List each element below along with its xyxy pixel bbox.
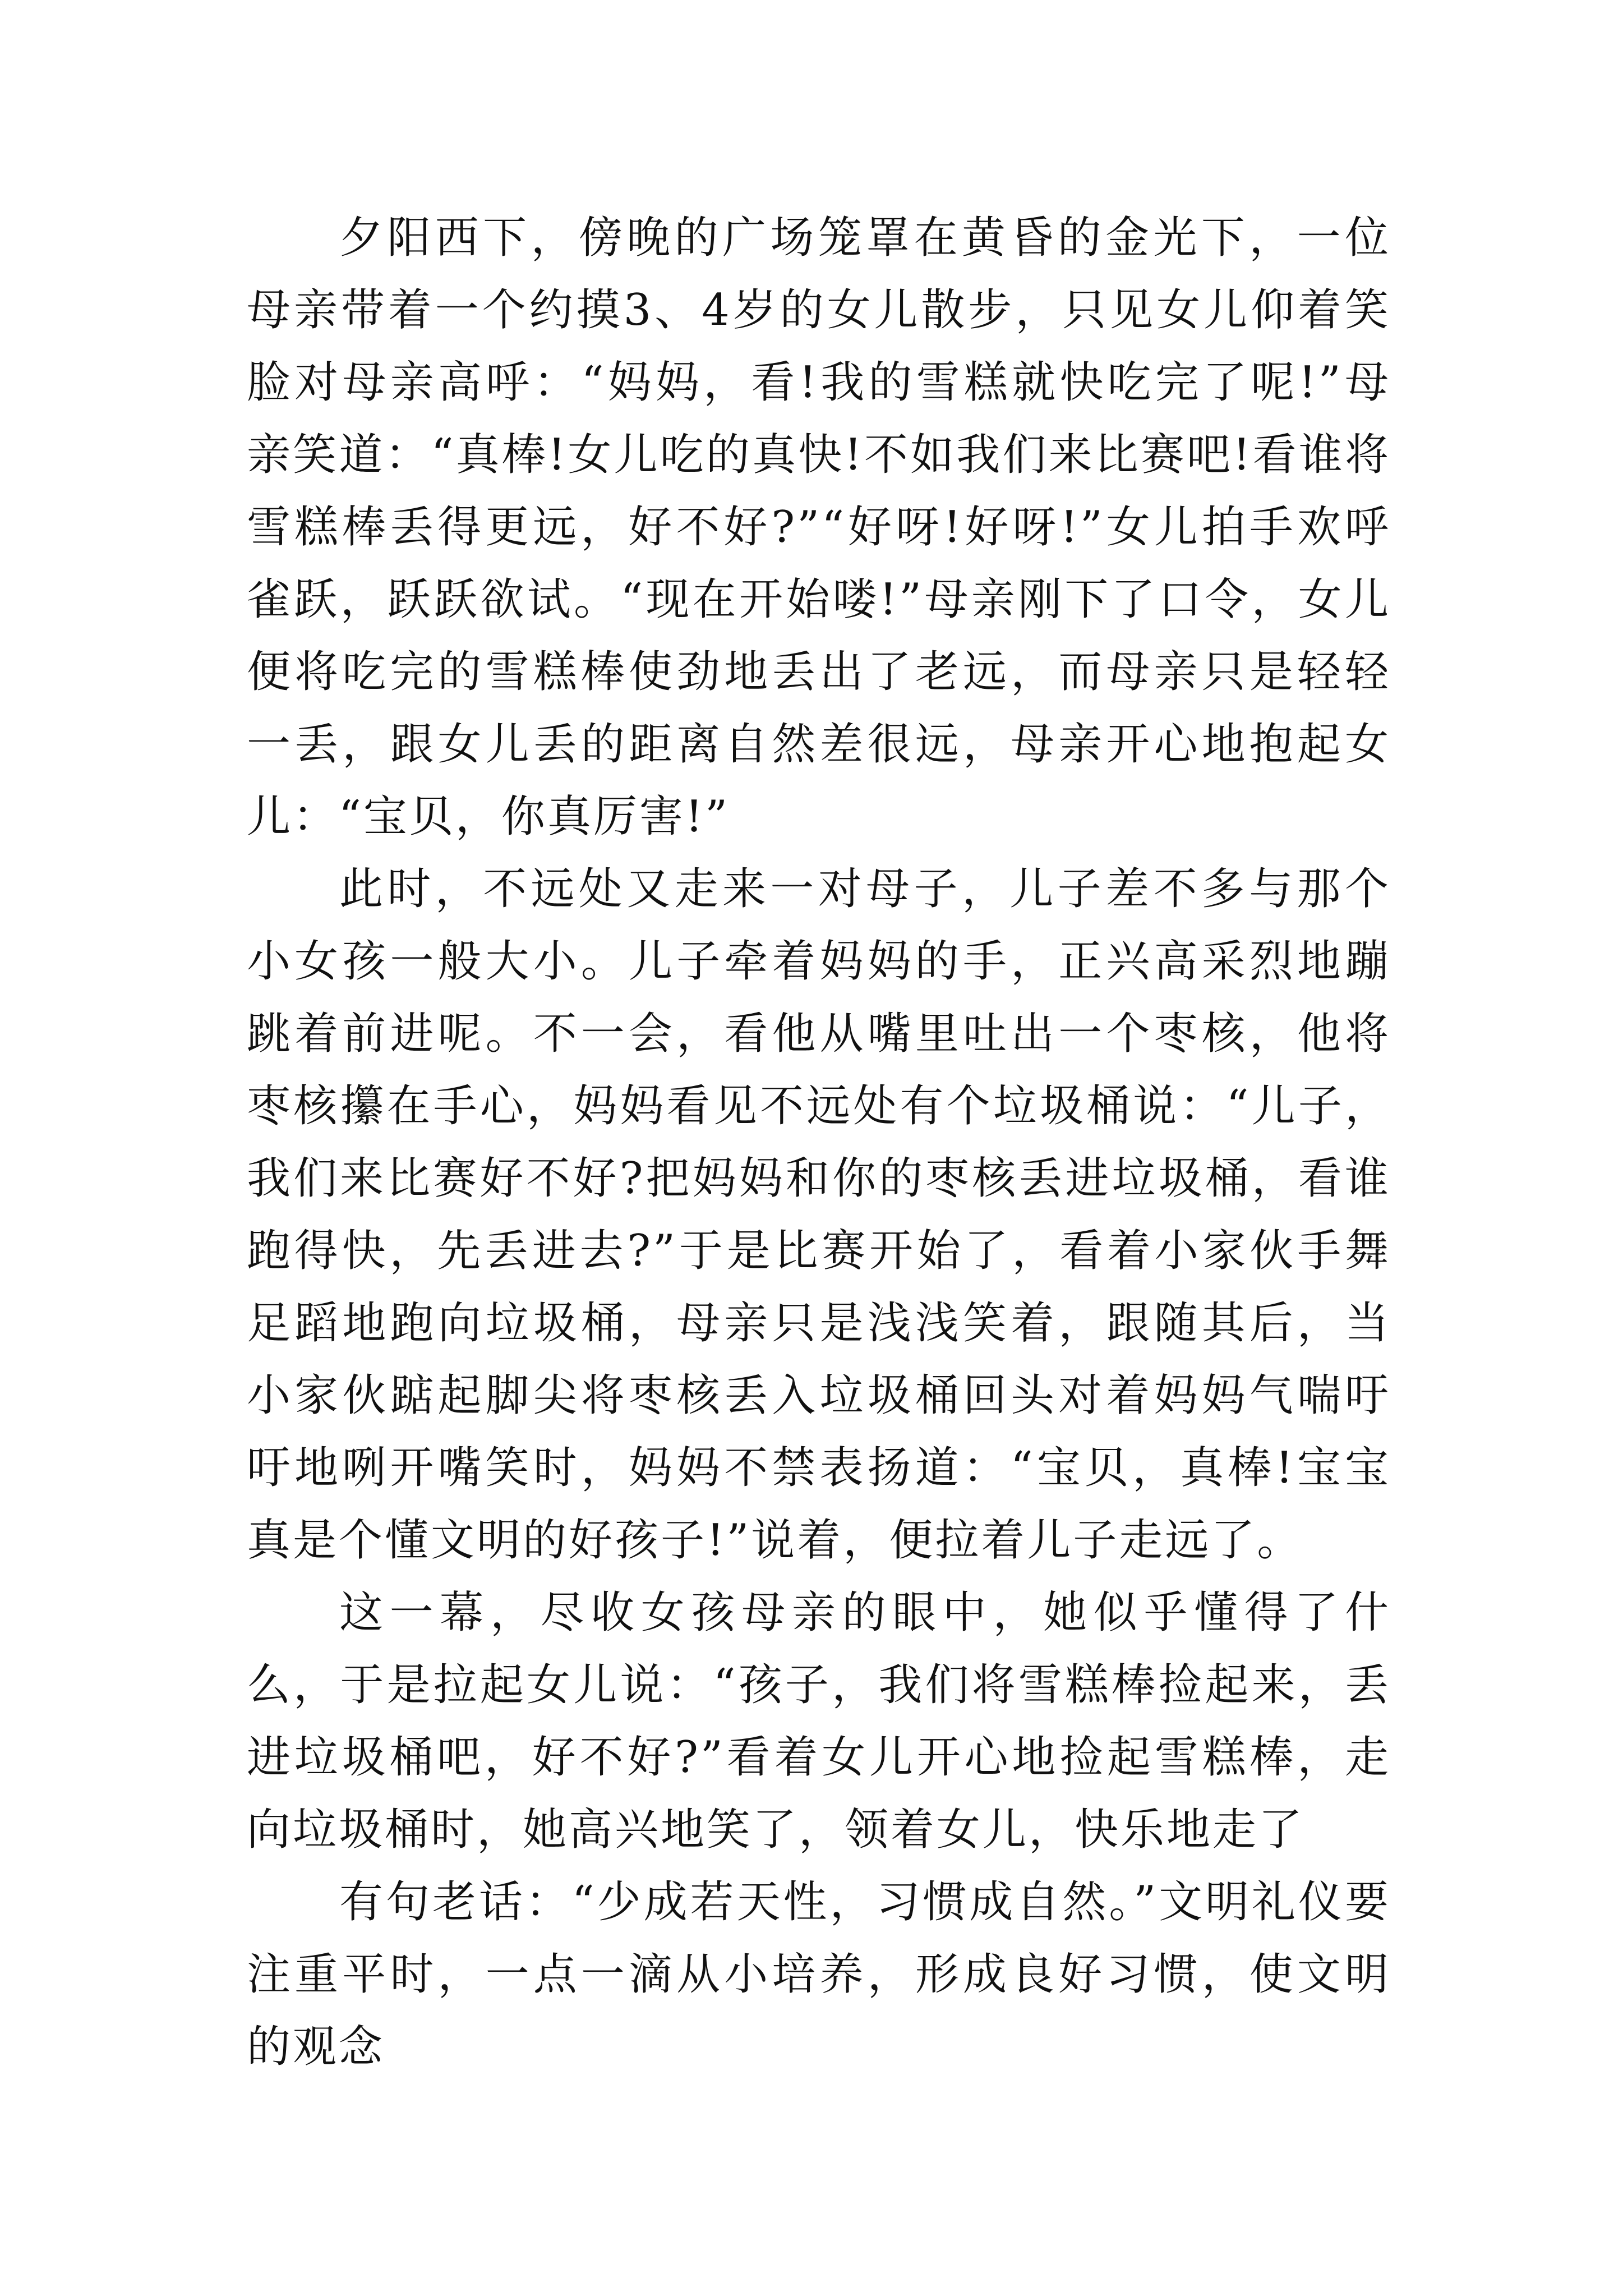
- paragraph-2: 此时，不远处又走来一对母子，儿子差不多与那个小女孩一般大小。儿子牵着妈妈的手，正兴高采烈地蹦跳着前进呢。不一会，看他从嘴里吐出一个枣核，他将枣核攥在手心，妈妈看见不远处有个垃圾桶说：“儿子，我们来比赛好不好?把妈妈和你的枣核丢进垃圾桶，看谁跑得快，先丢进去?”于是比赛开始了，看着小家伙手舞足蹈地跑向垃圾桶，母亲只是浅浅笑着，跟随其后，当小家伙踮起脚尖将枣核丢入垃圾桶回头对着妈妈气喘吁吁地咧开嘴笑时，妈妈不禁表扬道：“宝贝，真棒!宝宝真是个懂文明的好孩子!”说着，便拉着儿子走远了。: [247, 864, 1391, 1566]
- paragraph-4: 有句老话：“少成若天性，习惯成自然。”文明礼仪要注重平时，一点一滴从小培养，形成良好习惯，使文明的观念: [247, 1877, 1391, 2072]
- paragraph-3: 这一幕，尽收女孩母亲的眼中，她似乎懂得了什么，于是拉起女儿说：“孩子，我们将雪糕棒捡起来，丢进垃圾桶吧，好不好?”看着女儿开心地捡起雪糕棒，走向垃圾桶时，她高兴地笑了，领着女儿，快乐地走了: [247, 1588, 1391, 1855]
- document-body: [247, 202, 1391, 2083]
- paragraph-1: 夕阳西下，傍晚的广场笼罩在黄昏的金光下，一位母亲带着一个约摸3、4岁的女儿散步，只见女儿仰着笑脸对母亲高呼：“妈妈，看!我的雪糕就快吃完了呢!”母亲笑道：“真棒!女儿吃的真快!不如我们来比赛吧!看谁将雪糕棒丢得更远，好不好?”“好呀!好呀!”女儿拍手欢呼雀跃，跃跃欲试。“现在开始喽!”母亲刚下了口令，女儿便将吃完的雪糕棒使劲地丢出了老远，而母亲只是轻轻一丢，跟女儿丢的距离自然差很远，母亲开心地抱起女儿：“宝贝，你真厉害!”: [247, 213, 1391, 842]
